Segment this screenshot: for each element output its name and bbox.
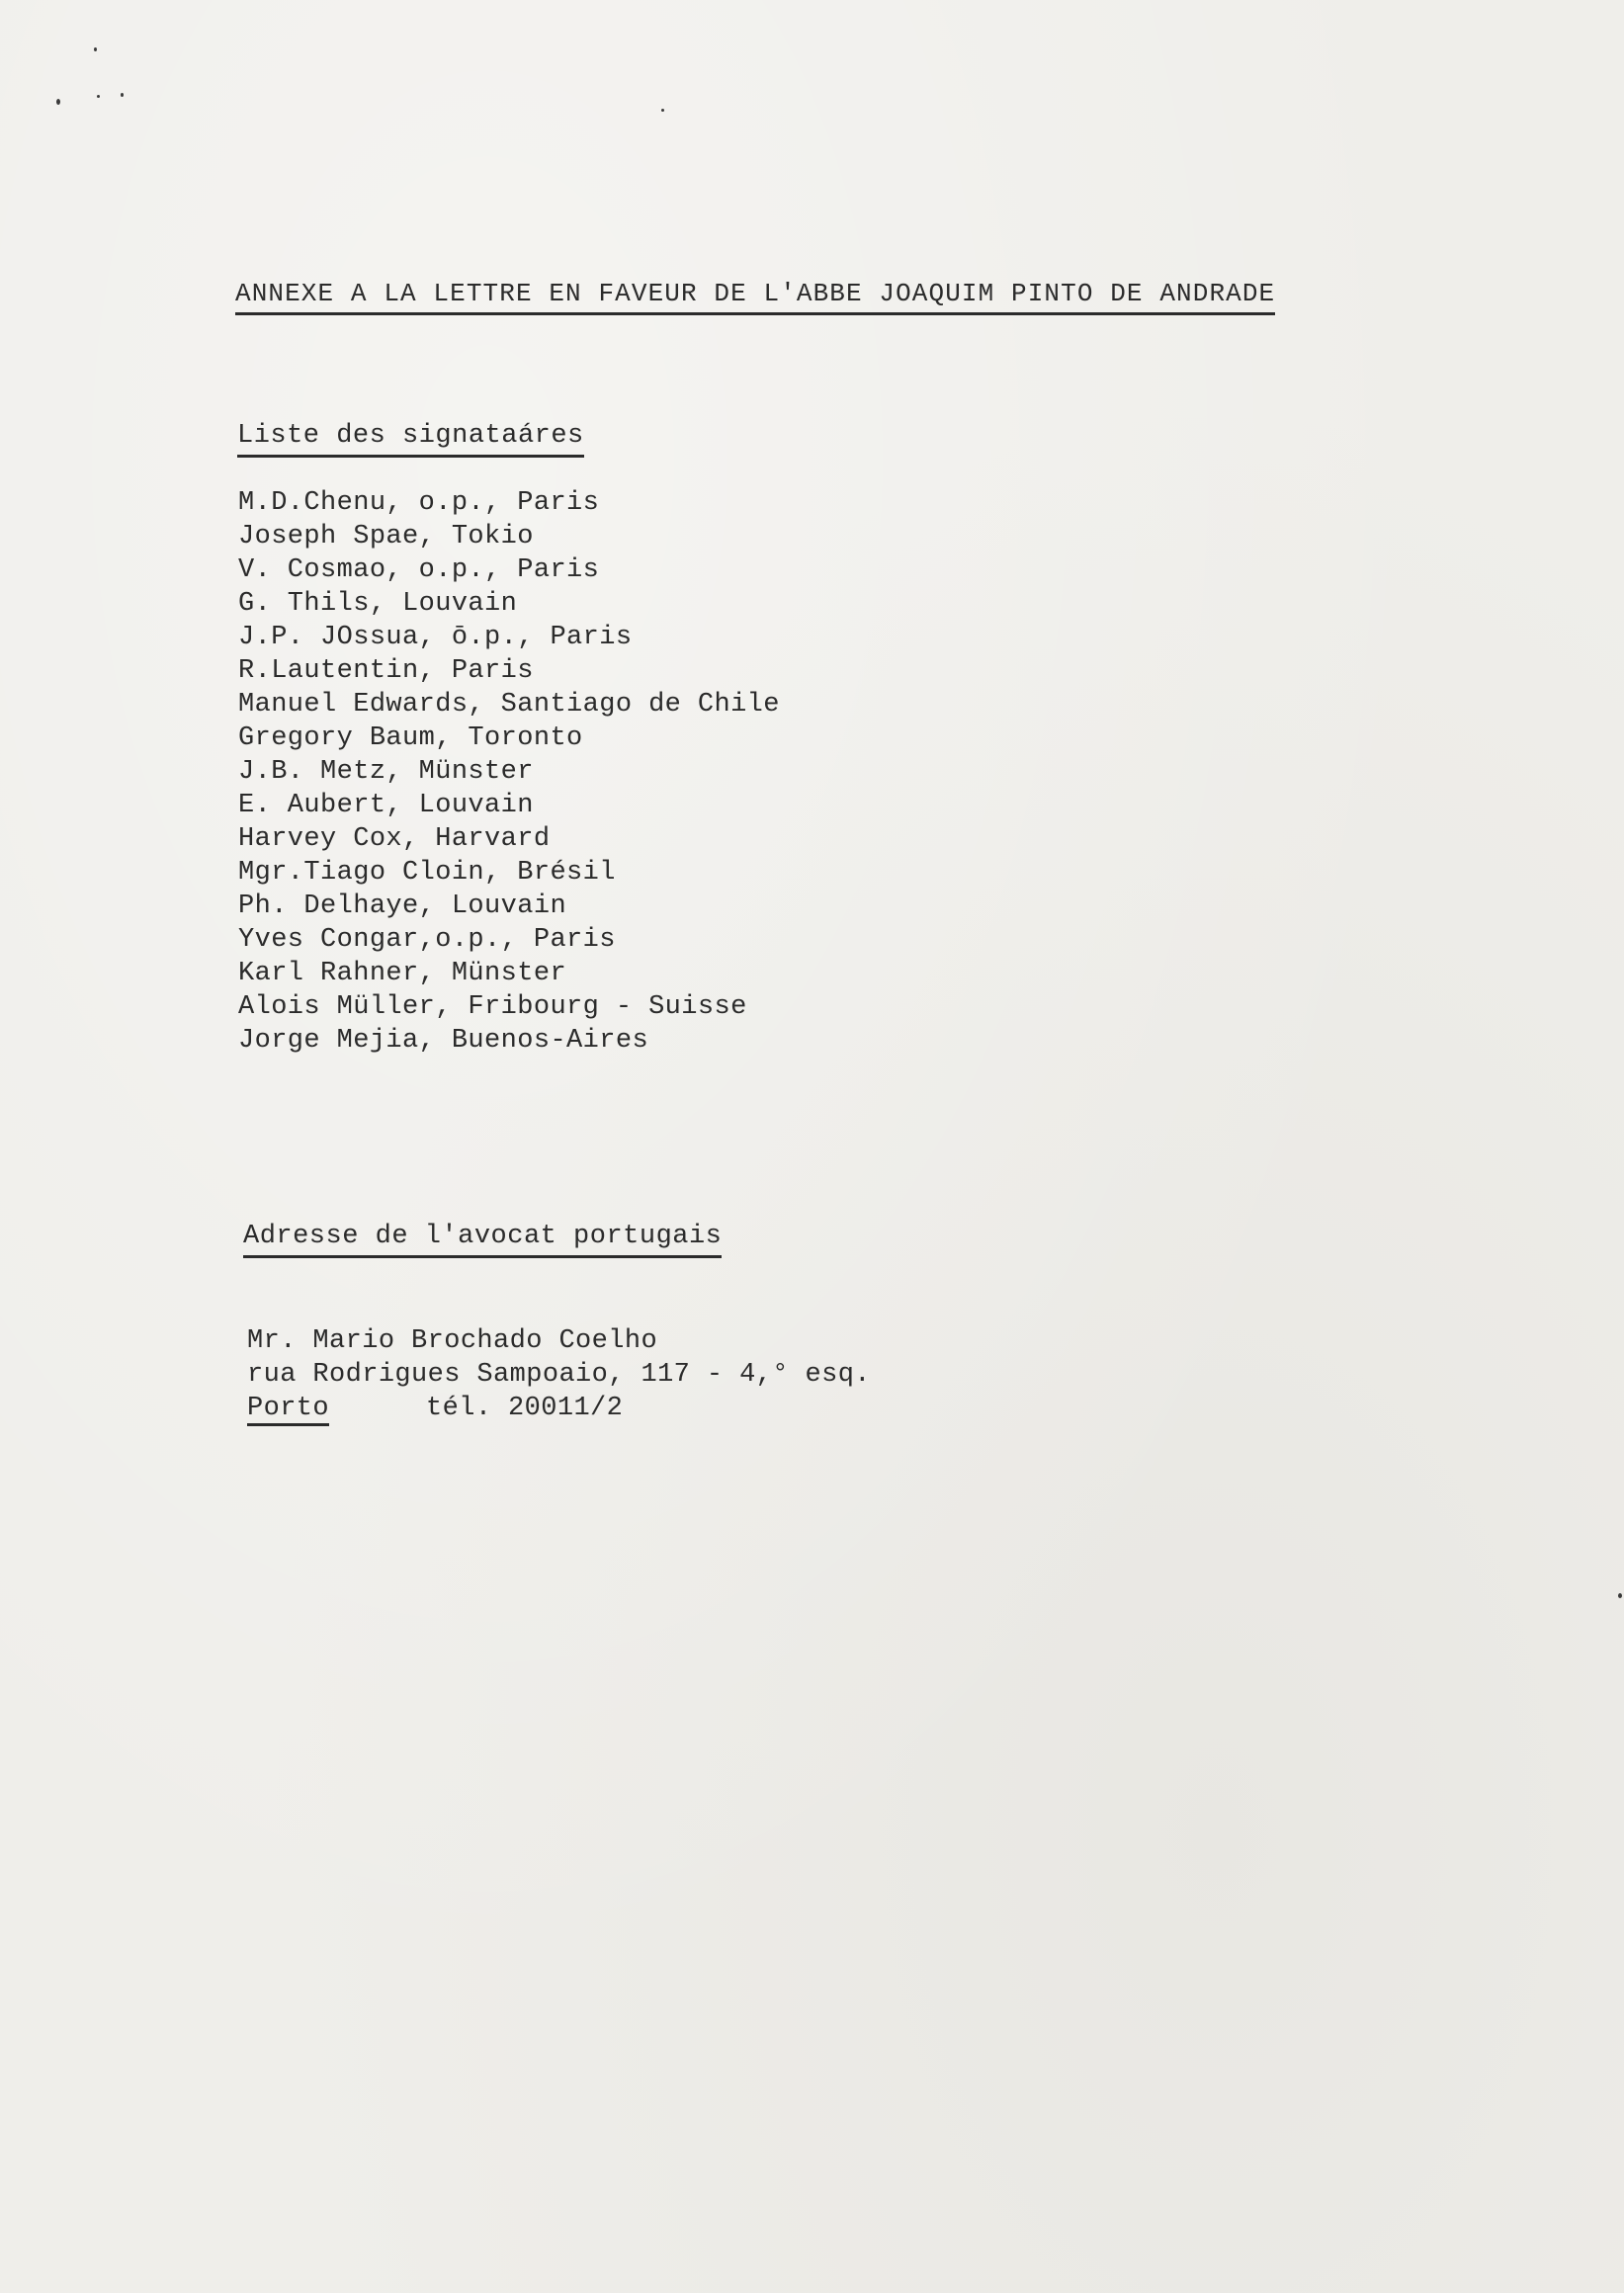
- document-title-text: ANNEXE A LA LETTRE EN FAVEUR DE L'ABBE JOAQUIM PINTO DE ANDRADE: [235, 279, 1275, 315]
- city: Porto: [247, 1394, 329, 1426]
- street-address: rua Rodrigues Sampoaio, 117 - 4,° esq.: [247, 1360, 871, 1390]
- list-item: J.P. JOssua, ō.p., Paris: [238, 623, 633, 652]
- city-phone-line: [247, 1392, 871, 1426]
- signatories-list: [238, 486, 780, 1058]
- list-item: Karl Rahner, Münster: [238, 959, 567, 988]
- address-heading-text: Adresse de l'avocat portugais: [243, 1222, 722, 1258]
- ink-speck: [94, 47, 97, 51]
- phone-number: tél. 20011/2: [426, 1394, 624, 1423]
- list-item: M.D.Chenu, o.p., Paris: [238, 488, 600, 518]
- list-item: Mgr.Tiago Cloin, Brésil: [238, 858, 616, 888]
- list-item: Alois Müller, Fribourg - Suisse: [238, 992, 747, 1022]
- ink-speck: [661, 109, 664, 112]
- list-item: Ph. Delhaye, Louvain: [238, 892, 567, 921]
- list-item: Joseph Spae, Tokio: [238, 522, 534, 552]
- ink-speck: [56, 99, 60, 105]
- list-item: J.B. Metz, Münster: [238, 757, 534, 787]
- ink-speck: [97, 95, 100, 98]
- signatories-heading-text: Liste des signataáres: [237, 421, 584, 458]
- list-item: E. Aubert, Louvain: [238, 791, 534, 820]
- list-item: Gregory Baum, Toronto: [238, 723, 583, 753]
- document-title: [235, 281, 1275, 306]
- list-item: Harvey Cox, Harvard: [238, 824, 551, 854]
- ink-speck: [121, 93, 124, 97]
- lawyer-name: Mr. Mario Brochado Coelho: [247, 1326, 658, 1356]
- list-item: Jorge Mejia, Buenos-Aires: [238, 1026, 649, 1056]
- signatories-heading: [237, 423, 584, 450]
- list-item: Manuel Edwards, Santiago de Chile: [238, 690, 780, 720]
- list-item: R.Lautentin, Paris: [238, 656, 534, 686]
- list-item: Yves Congar,o.p., Paris: [238, 925, 616, 955]
- lawyer-address: [247, 1324, 871, 1426]
- ink-speck: [1618, 1593, 1622, 1598]
- list-item: V. Cosmao, o.p., Paris: [238, 555, 600, 585]
- address-heading: [243, 1224, 722, 1250]
- list-item: G. Thils, Louvain: [238, 589, 518, 619]
